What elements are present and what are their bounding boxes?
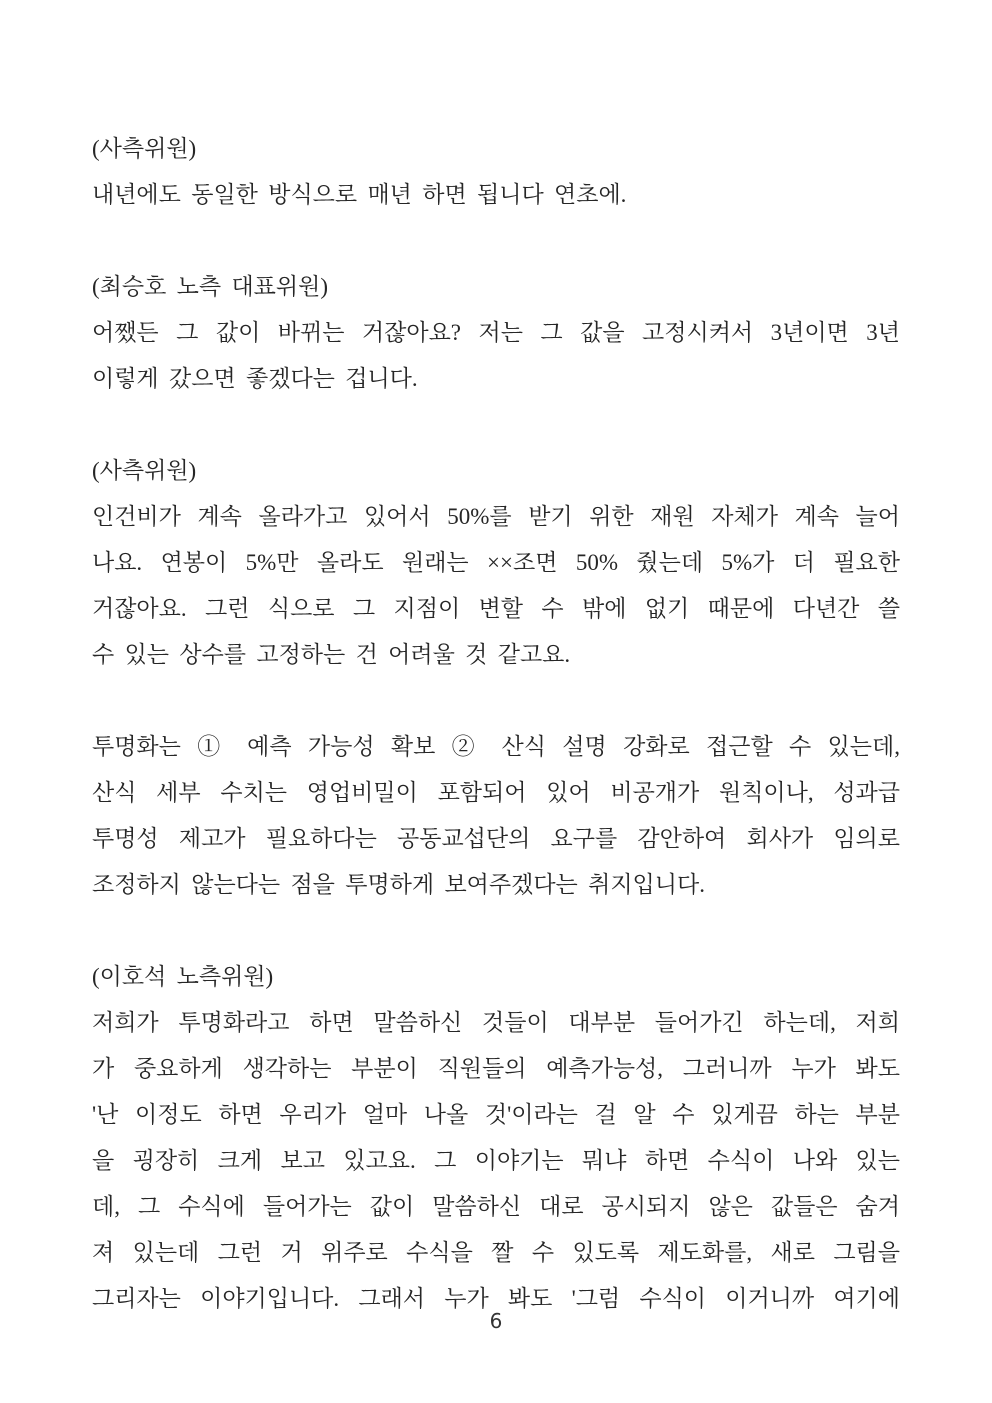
text-line: 어쨌든 그 값이 바뀌는 거잖아요? 저는 그 값을 고정시켜서 3년이면 3년 xyxy=(92,320,900,345)
speech-block xyxy=(92,954,900,1322)
text-line: 그리자는 이야기입니다. 그래서 누가 봐도 '그럼 수식이 이거니까 여기에 xyxy=(92,1286,900,1311)
speaker-label: (사측위원) xyxy=(92,458,197,483)
text-line: 져 있는데 그런 거 위주로 수식을 짤 수 있도록 제도화를, 새로 그림을 xyxy=(92,1240,900,1265)
text-line: 산식 세부 수치는 영업비밀이 포함되어 있어 비공개가 원칙이나, 성과급 xyxy=(92,780,900,805)
text-line: 거잖아요. 그런 식으로 그 지점이 변할 수 밖에 없기 때문에 다년간 쓸 xyxy=(92,596,900,621)
text-line: 조정하지 않는다는 점을 투명하게 보여주겠다는 취지입니다. xyxy=(92,872,705,897)
text-line: 투명화는 ① 예측 가능성 확보 ② 산식 설명 강화로 접근할 수 있는데, xyxy=(92,734,900,759)
page-number: 6 xyxy=(489,1309,503,1333)
speech-block xyxy=(92,264,900,402)
text-line: 을 굉장히 크게 보고 있고요. 그 이야기는 뭐냐 하면 수식이 나와 있는 xyxy=(92,1148,900,1173)
speech-block xyxy=(92,448,900,678)
document-content xyxy=(92,126,900,1322)
speaker-label: (이호석 노측위원) xyxy=(92,964,274,989)
text-line: 수 있는 상수를 고정하는 건 어려울 것 같고요. xyxy=(92,642,571,667)
text-line: 데, 그 수식에 들어가는 값이 말씀하신 대로 공시되지 않은 값들은 숨겨 xyxy=(92,1194,900,1219)
text-line: 인건비가 계속 올라가고 있어서 50%를 받기 위한 재원 자체가 계속 늘어 xyxy=(92,504,900,529)
speaker-label: (사측위원) xyxy=(92,136,197,161)
text-line: 내년에도 동일한 방식으로 매년 하면 됩니다 연초에. xyxy=(92,182,627,207)
text-line: 나요. 연봉이 5%만 올라도 원래는 ××조면 50% 줬는데 5%가 더 필요한 xyxy=(92,550,900,575)
text-line: '난 이정도 하면 우리가 얼마 나올 것'이라는 걸 알 수 있게끔 하는 부분 xyxy=(92,1102,900,1127)
speaker-label: (최승호 노측 대표위원) xyxy=(92,274,328,299)
speech-block xyxy=(92,126,900,218)
text-line: 저희가 투명화라고 하면 말씀하신 것들이 대부분 들어가긴 하는데, 저희 xyxy=(92,1010,900,1035)
text-line: 투명성 제고가 필요하다는 공동교섭단의 요구를 감안하여 회사가 임의로 xyxy=(92,826,900,851)
text-line: 이렇게 갔으면 좋겠다는 겁니다. xyxy=(92,366,418,391)
paragraph-block xyxy=(92,724,900,908)
text-line: 가 중요하게 생각하는 부분이 직원들의 예측가능성, 그러니까 누가 봐도 xyxy=(92,1056,900,1081)
